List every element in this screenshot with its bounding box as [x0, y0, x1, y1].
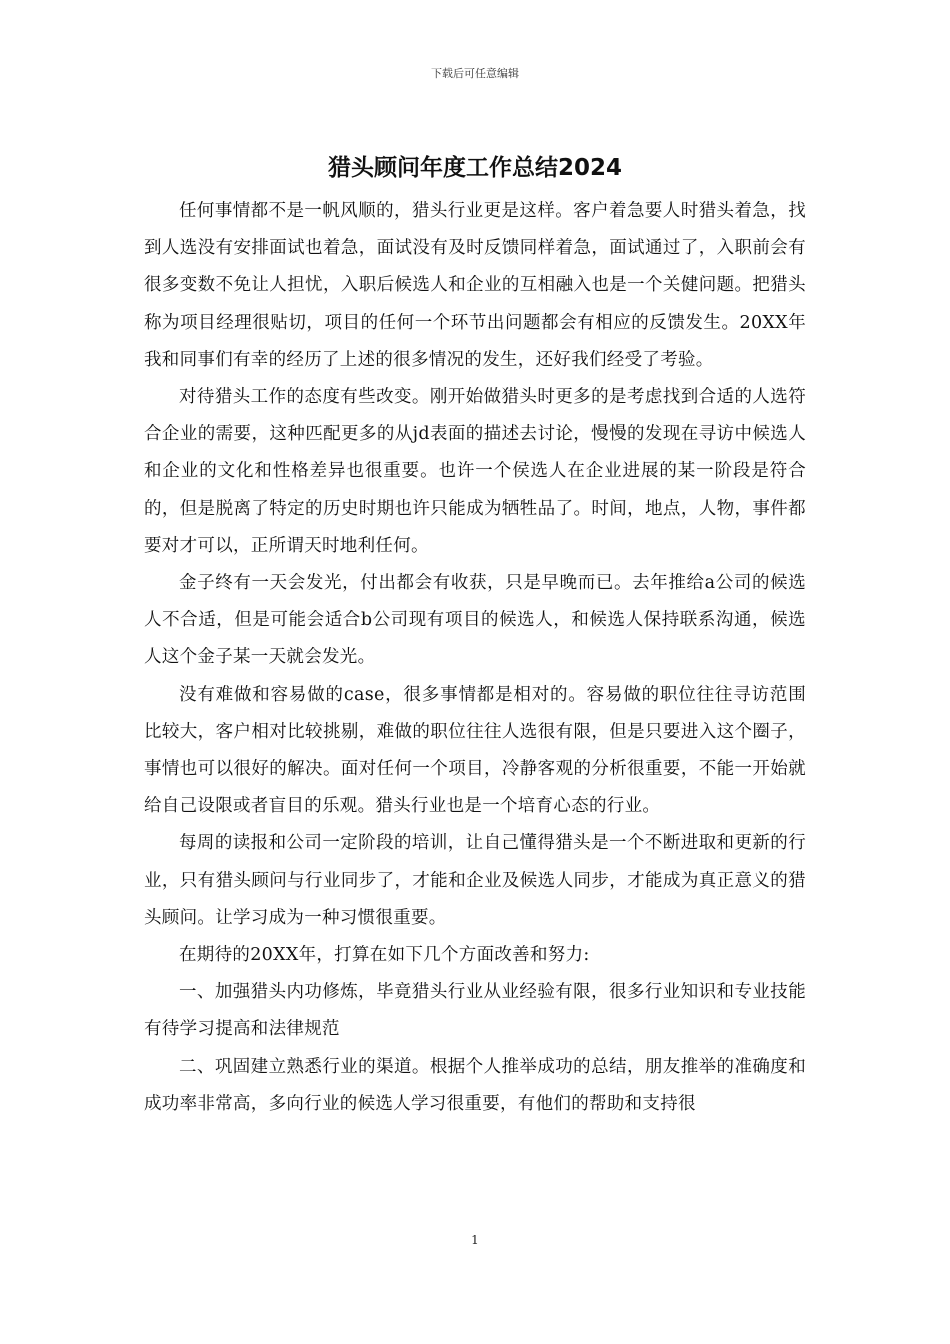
paragraph-6: 在期待的20XX年，打算在如下几个方面改善和努力: — [179, 945, 590, 966]
page-header-note: 下载后可任意编辑 — [431, 67, 519, 80]
paragraph-3: 金子终有一天会发光，付出都会有收获，只是早晚而已。去年推给a公司的候选人不合适，但是可能会适合b公司现有项目的候选人，和候选人保持联系沟通，候选人这个金子某一天就会发光。 — [144, 573, 806, 668]
document-body — [144, 193, 806, 1123]
paragraph-7: 一、加强猎头内功修炼，毕竟猎头行业从业经验有限，很多行业知识和专业技能有待学习提高和法律规范 — [144, 982, 806, 1040]
paragraph-5: 每周的读报和公司一定阶段的培训，让自己懂得猎头是一个不断进取和更新的行业，只有猎头顾问与行业同步了，才能和企业及候选人同步，才能成为真正意义的猎头顾问。让学习成为一种习惯很重要。 — [144, 833, 806, 928]
paragraph-4: 没有难做和容易做的case，很多事情都是相对的。容易做的职位往往寻访范围比较大，客户相对比较挑剔，难做的职位往往人选很有限，但是只要进入这个圈子，事情也可以很好的解决。面对任何一个项目，冷静客观的分析很重要，不能一开始就给自己设限或者盲目的乐观。猎头行业也是一个培育心态的行业。 — [144, 684, 806, 817]
paragraph-2: 对待猎头工作的态度有些改变。刚开始做猎头时更多的是考虑找到合适的人选符合企业的需要，这种匹配更多的从jd表面的描述去讨论，慢慢的发现在寻访中候选人和企业的文化和性格差异也很重要。也许一个侯选人在企业进展的某一阶段是符合的，但是脱离了特定的历史时期也许只能成为牺牲品了。时间，地点，人物，事件都要对才可以，正所谓天时地利任何。 — [144, 387, 806, 556]
paragraph-8: 二、巩固建立熟悉行业的渠道。根据个人推举成功的总结，朋友推举的准确度和成功率非常高，多向行业的候选人学习很重要，有他们的帮助和支持很 — [144, 1056, 806, 1114]
document-title: 猎头顾问年度工作总结2024 — [327, 155, 622, 181]
paragraph-1: 任何事情都不是一帆风顺的，猎头行业更是这样。客户着急要人时猎头着急，找到人选没有安排面试也着急，面试没有及时反馈同样着急，面试通过了，入职前会有很多变数不免让人担忧，入职后候选人和企业的互相融入也是一个关健问题。把猎头称为项目经理很贴切，项目的任何一个环节出问题都会有相应的反馈发生。20XX年我和同事们有幸的经历了上述的很多情况的发生，还好我们经受了考验。 — [144, 201, 806, 370]
page-number: 1 — [471, 1233, 479, 1247]
